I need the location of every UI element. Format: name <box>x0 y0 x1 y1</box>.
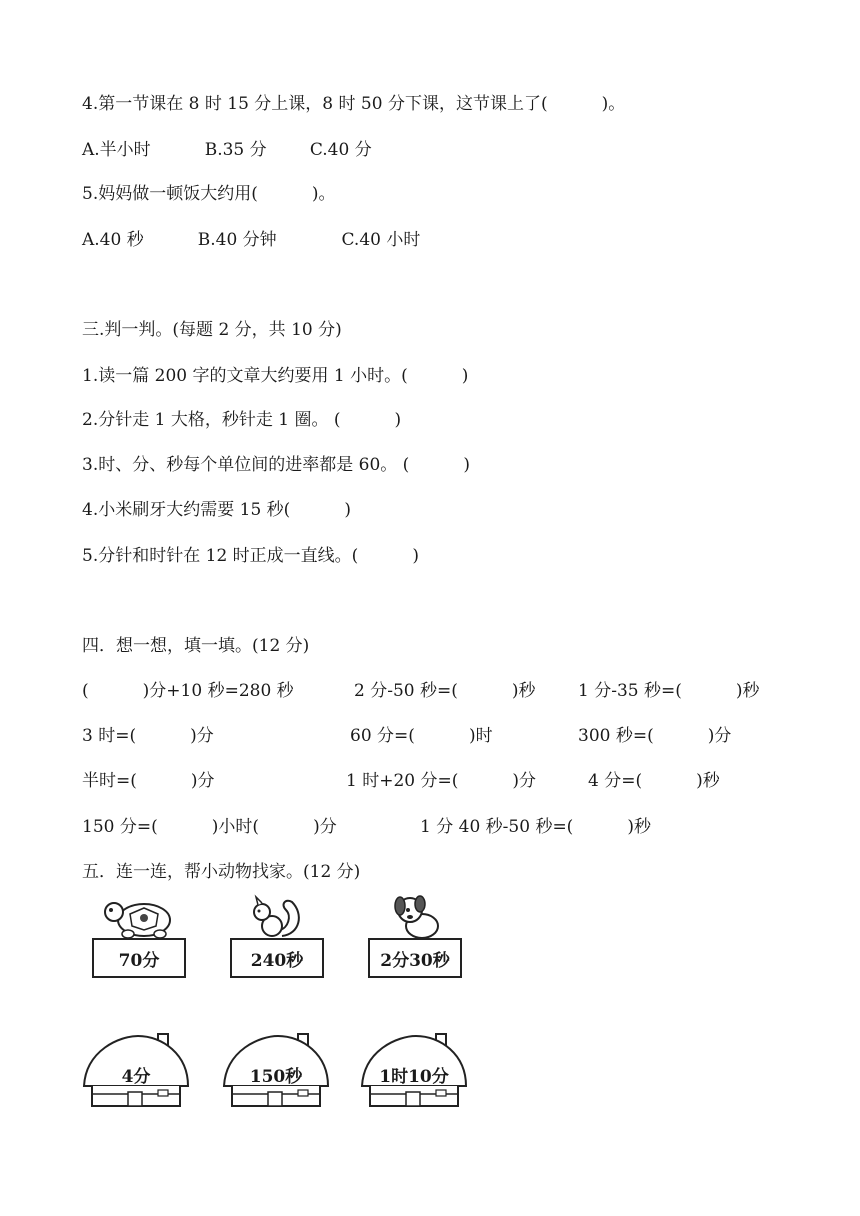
question-4-text: 4.第一节课在 8 时 15 分上课，8 时 50 分下课，这节课上了( )。 <box>82 94 626 114</box>
section-3-title: 三.判一判。(每题 2 分，共 10 分) <box>82 320 342 340</box>
house-label: 1时10分 <box>379 1067 449 1087</box>
section-5-title: 五．连一连，帮小动物找家。(12 分) <box>82 862 361 882</box>
judge-item-3: 3.时、分、秒每个单位间的进率都是 60。 ( ) <box>82 455 470 475</box>
judge-item-4: 4.小米刷牙大约需要 15 秒( ) <box>82 500 351 520</box>
house-3 <box>358 1030 470 1114</box>
animal-card-puppy <box>368 892 464 980</box>
fill-item: 2 分-50 秒=( )秒 <box>354 681 536 701</box>
fill-item: 60 分=( )时 <box>350 726 493 746</box>
judge-item-2: 2.分针走 1 大格，秒针走 1 圈。 ( ) <box>82 410 402 430</box>
fill-item: 3 时=( )分 <box>82 726 214 746</box>
question-4-options: A.半小时 B.35 分 C.40 分 <box>82 140 372 160</box>
judge-item-1: 1.读一篇 200 字的文章大约要用 1 小时。( ) <box>82 366 469 386</box>
turtle-icon <box>100 894 180 940</box>
fill-item: 150 分=( )小时( )分 <box>82 817 337 837</box>
house-label: 150秒 <box>249 1067 303 1087</box>
question-5-text: 5.妈妈做一顿饭大约用( )。 <box>82 184 336 204</box>
fill-item: 1 时+20 分=( )分 <box>346 771 537 791</box>
question-5-options: A.40 秒 B.40 分钟 C.40 小时 <box>82 230 421 250</box>
animal-label: 240秒 <box>230 938 324 978</box>
fill-item: 300 秒=( )分 <box>578 726 732 746</box>
puppy-icon <box>388 892 448 940</box>
animal-label: 70分 <box>92 938 186 978</box>
animal-card-turtle <box>92 894 188 980</box>
fill-item: 1 分 40 秒-50 秒=( )秒 <box>420 817 651 837</box>
fill-item: ( )分+10 秒=280 秒 <box>82 681 294 701</box>
squirrel-icon <box>246 894 306 942</box>
fill-item: 半时=( )分 <box>82 771 215 791</box>
judge-item-5: 5.分针和时针在 12 时正成一直线。( ) <box>82 546 419 566</box>
house-2 <box>220 1030 332 1114</box>
house-1 <box>80 1030 192 1114</box>
animal-card-squirrel <box>230 894 326 980</box>
house-label: 4分 <box>121 1067 151 1087</box>
fill-item: 1 分-35 秒=( )秒 <box>578 681 760 701</box>
animal-label: 2分30秒 <box>368 938 462 978</box>
section-4-title: 四．想一想，填一填。(12 分) <box>82 636 310 656</box>
fill-item: 4 分=( )秒 <box>588 771 720 791</box>
